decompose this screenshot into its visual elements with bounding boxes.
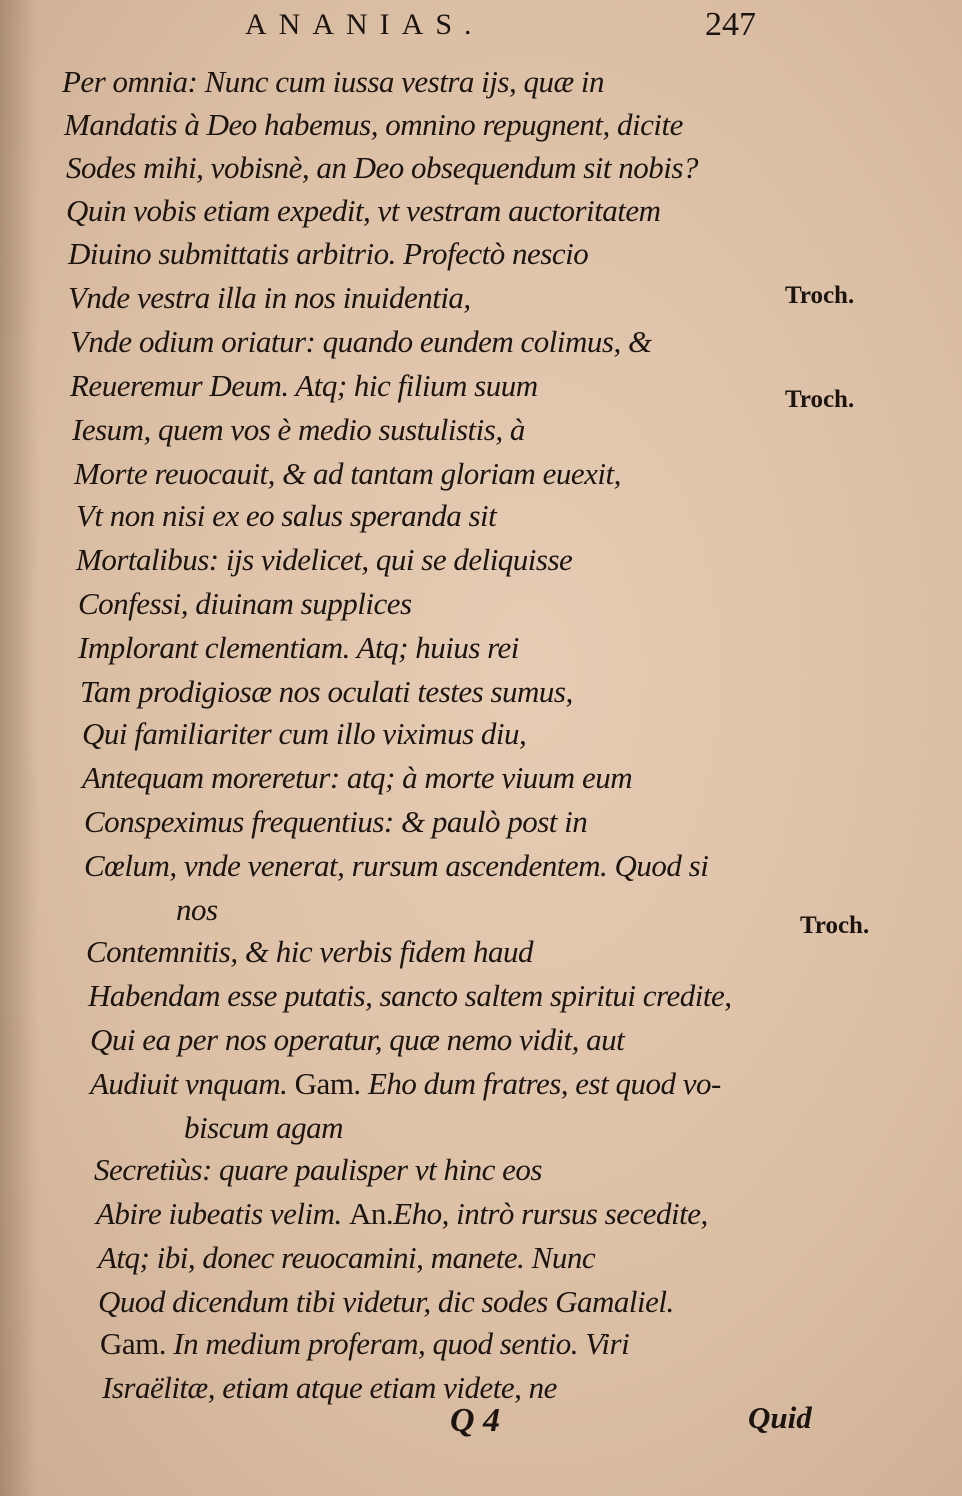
line-text: Abire iubeatis velim. (96, 1196, 350, 1231)
verse-line: Habendam esse putatis, sancto saltem spiritui credite, (88, 978, 732, 1013)
catchword: Quid (748, 1400, 812, 1435)
verse-line: Qui ea per nos operatur, quæ nemo vidit, aut (90, 1022, 625, 1057)
verse-line: Antequam moreretur: atq; à morte viuum eum (82, 760, 633, 795)
running-head: ANANIAS. (245, 8, 484, 41)
verse-line: Diuino submittatis arbitrio. Profectò nescio (68, 236, 589, 271)
verse-line: Quod dicendum tibi videtur, dic sodes Gamaliel. (98, 1284, 674, 1319)
verse-line: Vnde vestra illa in nos inuidentia, (68, 280, 471, 315)
verse-line-runover: biscum agam (184, 1110, 343, 1145)
verse-line: Conspeximus frequentius: & paulò post in (84, 804, 588, 839)
verse-line-with-speaker (90, 1064, 721, 1104)
margin-note: Troch. (785, 282, 855, 309)
gutter-shadow (0, 0, 38, 1496)
speaker-name: Gam. (294, 1066, 361, 1101)
verse-line-runover: nos (176, 892, 218, 927)
verse-line: Iesum, quem vos è medio sustulistis, à (72, 412, 525, 447)
verse-line: Vnde odium oriatur: quando eundem colimus, & (70, 324, 652, 359)
verse-line: Cœlum, vnde venerat, rursum ascendentem. Quod si (84, 848, 709, 883)
verse-line: Mandatis à Deo habemus, omnino repugnent, dicite (64, 107, 683, 142)
verse-line-with-speaker (100, 1324, 629, 1364)
verse-line: Contemnitis, & hic verbis fidem haud (86, 934, 533, 969)
verse-line: Reueremur Deum. Atq; hic filium suum (70, 368, 538, 403)
verse-line: Atq; ibi, donec reuocamini, manete. Nunc (98, 1240, 596, 1275)
verse-line: Quin vobis etiam expedit, vt vestram auctoritatem (66, 193, 661, 228)
verse-line: Vt non nisi ex eo salus speranda sit (76, 498, 497, 533)
verse-line: Qui familiariter cum illo viximus diu, (82, 716, 527, 751)
line-text: In medium proferam, quod sentio. Viri (166, 1326, 630, 1361)
margin-note: Troch. (785, 386, 855, 413)
verse-line: Tam prodigiosæ nos oculati testes sumus, (80, 674, 573, 709)
speaker-name: Gam. (100, 1326, 167, 1361)
margin-note: Troch. (800, 912, 870, 939)
verse-line: Israëlitæ, etiam atque etiam videte, ne (102, 1370, 557, 1405)
page-number: 247 (705, 6, 756, 43)
verse-line: Morte reuocauit, & ad tantam gloriam euexit, (74, 456, 621, 491)
signature-mark: Q 4 (450, 1402, 501, 1439)
line-text: Audiuit vnquam. (90, 1066, 295, 1101)
speaker-name: An. (349, 1196, 394, 1231)
verse-line: Secretiùs: quare paulisper vt hinc eos (94, 1152, 542, 1187)
line-text: Eho dum fratres, est quod vo- (360, 1066, 721, 1101)
line-text: Eho, intrò rursus secedite, (393, 1196, 708, 1231)
verse-line: Implorant clementiam. Atq; huius rei (78, 630, 519, 665)
verse-line-with-speaker (96, 1194, 708, 1234)
verse-line: Sodes mihi, vobisnè, an Deo obsequendum sit nobis? (66, 150, 698, 185)
verse-line: Confessi, diuinam supplices (78, 586, 412, 621)
verse-line: Per omnia: Nunc cum iussa vestra ijs, quæ in (62, 64, 604, 99)
verse-line: Mortalibus: ijs videlicet, qui se deliquisse (76, 542, 573, 577)
